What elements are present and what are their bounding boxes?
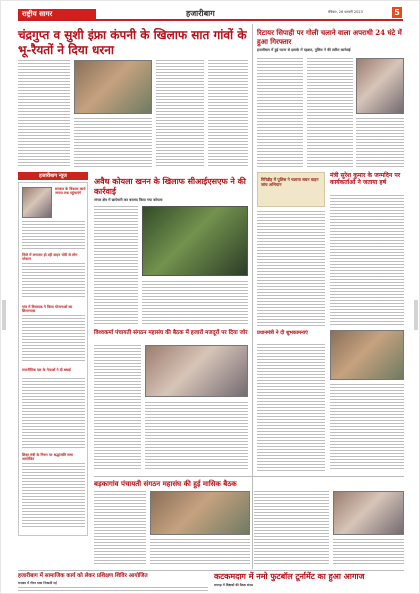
left-margin-mark — [2, 300, 6, 330]
coal-headline: अवैध कोयला खनन के खिलाफ सीआईएसएफ ने की कार्रवाई — [94, 176, 246, 196]
small-item-2: धनबाद में गौरव यात्रा निकाली गई — [18, 581, 57, 585]
barkagaon-text-2 — [150, 539, 250, 566]
sidebar-item-4: राजनीतिक दल के नेताओं ने दी बधाई — [22, 368, 71, 372]
sidebar-title: हजारीबाग न्यूज — [18, 172, 88, 180]
sidebar-item-2-text — [22, 263, 85, 299]
barkagaon-text-3 — [254, 491, 329, 566]
newspaper-logo: राष्ट्रीय सागर — [18, 9, 96, 19]
small-box — [257, 172, 325, 207]
minister-story-text — [330, 195, 404, 326]
coal-photo — [142, 206, 248, 276]
sidebar-item-5: शिक्षा मंत्री के निधन पर श्रद्धांजलि सभा आयोजित — [22, 453, 74, 461]
barkagaon-photo-2 — [333, 491, 404, 535]
sidebar-item-1-text — [22, 221, 85, 249]
barkagaon-text — [94, 491, 146, 566]
small-box-headline: गिरिडीह में पुलिस ने चलाया सघन वाहन जांच अभियान — [261, 177, 319, 187]
sidebar-box — [18, 182, 88, 536]
shooter-headline: रिटायर सिपाही पर गोली चलाने वाला अपराधी 24 घंटे में हुआ गिरफ्तार — [257, 28, 402, 46]
coal-story-text-2 — [142, 281, 248, 326]
vishwakarma-text-2 — [145, 402, 248, 471]
city-name: हजारीबाग — [186, 8, 215, 18]
shooter-subheadline: हजारीबाग में हुई घटना से इलाके में दहशत, पुलिस ने की त्वरित कार्रवाई — [257, 48, 351, 52]
lead-photo — [74, 60, 152, 114]
vishwakarma-headline: विश्वकर्मा पंचायती संगठन महासंघ की बैठक में हजारों मजदूरों पर दिया जोर — [94, 330, 248, 336]
hazaribagh-headline: हजारीबाग में सामाजिक कार्य को लेकर प्रशिक्षण शिविर आयोजित — [18, 573, 148, 579]
sidebar-photo — [22, 187, 52, 218]
shooter-photo — [356, 58, 404, 114]
page-number: 5 — [392, 7, 402, 18]
sidebar-item-1: सरकार के विकास कार्य जनता तक पहुंचाएंगे — [55, 187, 86, 195]
lead-story-text-3 — [156, 60, 204, 168]
shooter-story-text-2 — [307, 58, 353, 168]
small-box-text — [257, 211, 325, 326]
shooter-story-text — [257, 58, 303, 168]
lead-story-text — [18, 60, 70, 168]
sidebar-item-3-text — [22, 315, 85, 363]
football-headline: कटकमदाग में नमो फुटबॉल टूर्नामेंट का हुआ आगाज — [214, 571, 365, 581]
minister-headline: मंत्री सुरेश कुमार के जन्मदिन पर कार्यकर्ताओं ने जताया हर्ष — [330, 172, 401, 186]
pm-photo — [330, 330, 404, 380]
hazaribagh-text — [18, 587, 208, 592]
barkagaon-text-4 — [333, 539, 404, 566]
sidebar-item-3: गांव में विधायक ने किया योजनाओं का शिलान्यास — [22, 305, 73, 313]
pm-story-text-2 — [330, 384, 404, 471]
lead-headline: चंद्रगुप्त व सुशी इंफ्रा कंपनी के खिलाफ सात गांवों के भू-रैयतों ने दिया धरना — [18, 28, 247, 57]
lead-story-text-4 — [208, 60, 248, 168]
pm-headline: प्रधानमंत्री ने दी शुभकामनाएं — [257, 330, 308, 336]
barkagaon-photo — [150, 491, 250, 535]
sidebar-item-2: जिले में लगातार हो रही वाहन चोरी से लोग परेशान — [22, 253, 78, 261]
shooter-story-text-3 — [356, 118, 404, 168]
sidebar-item-5-text — [22, 463, 85, 529]
sidebar-item-4-text — [22, 378, 85, 448]
vishwakarma-text — [94, 345, 141, 471]
right-margin-mark — [414, 300, 418, 330]
pm-story-text — [257, 344, 325, 471]
barkagaon-headline: बड़कागांव पंचायती संगठन महासंघ की हुई मासिक बैठक — [94, 479, 237, 488]
masthead — [18, 8, 403, 21]
lead-story-text-2 — [74, 118, 152, 168]
section-divider — [94, 476, 404, 477]
coal-subheadline: जंगल क्षेत्र में छापेमारी कर बरामद किया गया कोयला — [94, 198, 163, 202]
coal-story-text — [94, 206, 138, 326]
small-item-3: रामगढ़ में शिक्षकों की बैठक संपन्न — [214, 583, 253, 587]
issue-date: रविवार, 26 फरवरी 2023 — [328, 10, 363, 14]
vishwakarma-photo — [145, 345, 248, 397]
